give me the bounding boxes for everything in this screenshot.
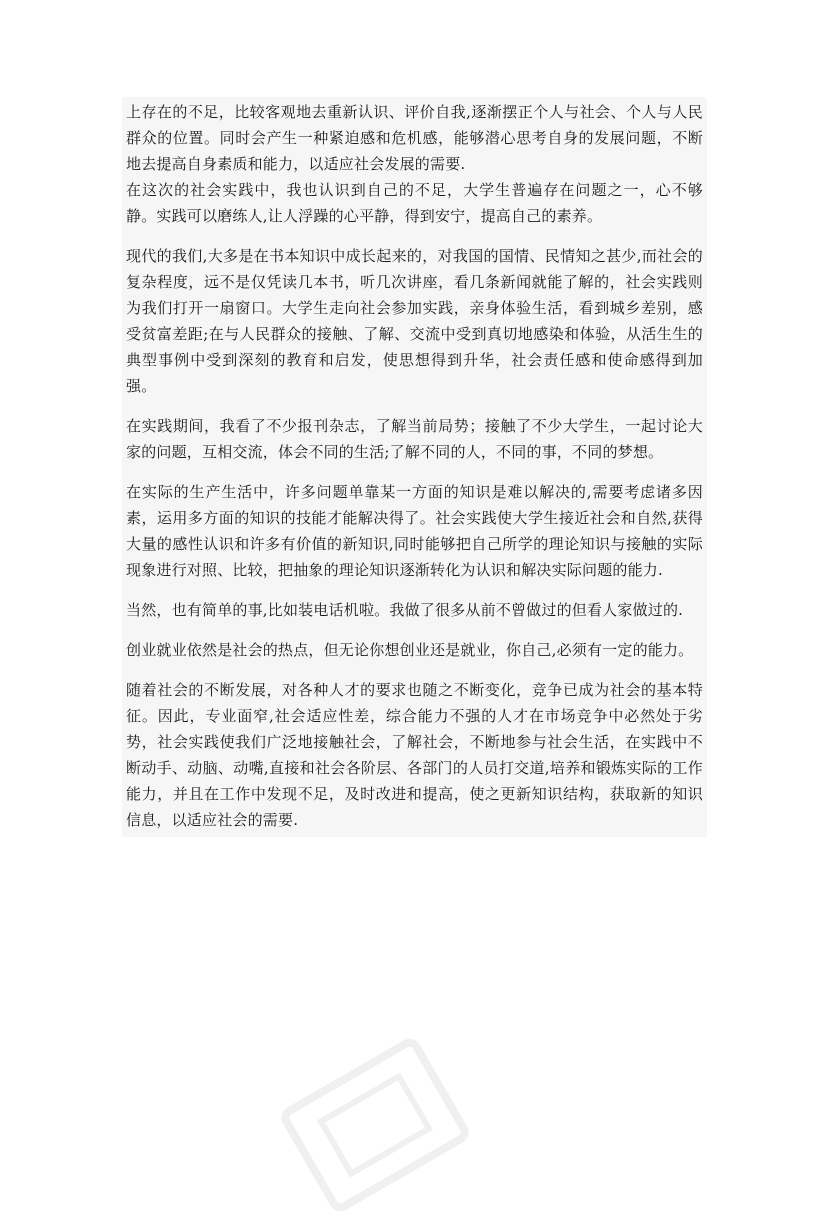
paragraph-1: 上存在的不足，比较客观地去重新认识、评价自我,逐渐摆正个人与社会、个人与人民群众的位置。同时会产生一种紧迫感和危机感，能够潜心思考自身的发展问题，不断地去提高自身素质和能力，以适应社会发展的需要.	[126, 103, 703, 173]
paragraph-8: 随着社会的不断发展，对各种人才的要求也随之不断变化，竞争已成为社会的基本特征。因此，专业面窄,社会适应性差，综合能力不强的人才在市场竞争中必然处于劣势，社会实践使我们广泛地接触社会，了解社会，不断地参与社会生活，在实践中不断动手、动脑、动嘴,直接和社会各阶层、各部门的人员打交道,培养和锻炼实际的工作能力，并且在工作中发现不足，及时改进和提高，使之更新知识结构，获取新的知识信息，以适应社会的需要.	[126, 681, 703, 829]
watermark-icon	[269, 1026, 481, 1224]
paragraph-5: 在实际的生产生活中，许多问题单靠某一方面的知识是难以解决的,需要考虑诸多因素，运用多方面的知识的技能才能解决得了。社会实践使大学生接近社会和自然,获得大量的感性认识和许多有价值的新知识,同时能够把自己所学的理论知识与接触的实际现象进行对照、比较，把抽象的理论知识逐渐转化为认识和解决实际问题的能力.	[126, 483, 703, 579]
paragraph-2: 在这次的社会实践中，我也认识到自己的不足，大学生普遍存在问题之一，心不够静。实践可以磨练人,让人浮躁的心平静，得到安宁，提高自己的素养。	[126, 181, 703, 225]
paragraph-3: 现代的我们,大多是在书本知识中成长起来的，对我国的国情、民情知之甚少,而社会的复杂程度，远不是仅凭读几本书，听几次讲座，看几条新闻就能了解的，社会实践则为我们打开一扇窗口。大学生走向社会参加实践，亲身体验生活，看到城乡差别，感受贫富差距;在与人民群众的接触、了解、交流中受到真切地感染和体验，从活生生的典型事例中受到深刻的教育和启发，使思想得到升华，社会责任感和使命感得到加强。	[126, 247, 703, 395]
paragraph-6: 当然，也有简单的事,比如装电话机啦。我做了很多从前不曾做过的但看人家做过的.	[126, 601, 684, 619]
paragraph-7: 创业就业依然是社会的热点，但无论你想创业还是就业，你自己,必须有一定的能力。	[126, 641, 694, 659]
document-body	[122, 97, 707, 837]
paragraph-4: 在实践期间，我看了不少报刊杂志，了解当前局势；接触了不少大学生，一起讨论大家的问题，互相交流，体会不同的生活;了解不同的人，不同的事，不同的梦想。	[126, 417, 703, 461]
